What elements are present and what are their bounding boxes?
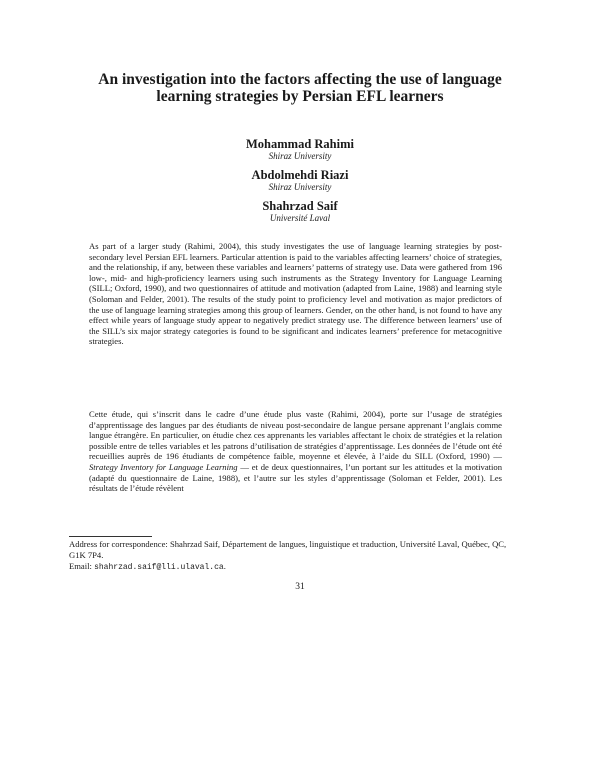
author-block-3 bbox=[0, 199, 600, 224]
abstract-french bbox=[89, 409, 502, 494]
author-block-1 bbox=[0, 137, 600, 162]
author-block-2 bbox=[0, 168, 600, 193]
author-name: Shahrzad Saif bbox=[262, 199, 338, 213]
email-label: Email: bbox=[69, 560, 95, 571]
abstract-french-part-1: Cette étude, qui s’inscrit dans le cadre d’une étude plus vaste (Rahimi, 2004), porte sur l’usage de stratégies d’apprentissage des langues par des étudiants de niveau post-secondaire de langue persane apprenant l’anglais comme langue étrangère. En particulier, on étudie chez ces apprenants les variables affectant le choix de stratégies et la relation possible entre de telles variables et les patrons d’utilisation de stratégies d’apprentissage. Les données de l’étude ont été recueillies auprès de 196 étudiants de compétence faible, moyenne et élevée, à l’aide du SILL (Oxford, 1990) — bbox=[89, 409, 502, 462]
author-name: Mohammad Rahimi bbox=[246, 137, 354, 151]
email-end: . bbox=[223, 560, 226, 571]
footnote-rule bbox=[69, 536, 152, 537]
author-affiliation: Shiraz University bbox=[268, 182, 332, 192]
abstract-french-part-2: — et de deux questionnaires, l’un portant sur les attitudes et la motivation (adapté du questionnaire de Laine, 1988), et l’autre sur les styles d’apprentissage (Soloman et Felder, 2001). Les résultats de l’étude révèlent bbox=[89, 461, 503, 494]
abstract-french-italic: Strategy Inventory for Language Learning bbox=[89, 461, 238, 472]
author-name: Abdolmehdi Riazi bbox=[251, 168, 349, 182]
abstract-french-text bbox=[89, 409, 502, 494]
footnote-address: Address for correspondence: Shahrzad Saif, Département de langues, linguistique et traduction, Université Laval, Québec, QC, G1K 7P4. bbox=[69, 539, 507, 560]
footnote-email-line bbox=[69, 561, 509, 574]
footnote bbox=[69, 539, 509, 573]
abstract-english-text: As part of a larger study (Rahimi, 2004), this study investigates the use of language learning strategies by post-secondary level Persian EFL learners. Particular attention is paid to the variables affecting learners’ choice of strategies, and the relationship, if any, between these variables and learners’ patterns of strategy use. Data were gathered from 196 low-, mid- and high-proficiency learners using such instruments as the Strategy Inventory for Language Learning (SILL; Oxford, 1990), and two questionnaires of attitude and motivation (adapted from Laine, 1988) and learning style (Soloman and Felder, 2001). The results of the study point to proficiency level and motivation as major predictors of the use of language learning strategies among this group of learners. Gender, on the other hand, is not found to have any effect while years of language study appear to negatively predict strategy use. The difference between learners’ use of the SILL’s six major strategy categories is found to be significant and indicates learners’ preference for metacognitive strategies. bbox=[89, 241, 502, 347]
author-affiliation: Université Laval bbox=[269, 213, 331, 223]
abstract-english bbox=[89, 241, 502, 347]
page-number: 31 bbox=[295, 582, 305, 592]
email-link[interactable]: shahrzad.saif@lli.ulaval.ca bbox=[94, 562, 224, 572]
author-affiliation: Shiraz University bbox=[268, 151, 332, 161]
paper-title: An investigation into the factors affecting the use of language learning strategies by Persian EFL learners bbox=[98, 71, 502, 105]
